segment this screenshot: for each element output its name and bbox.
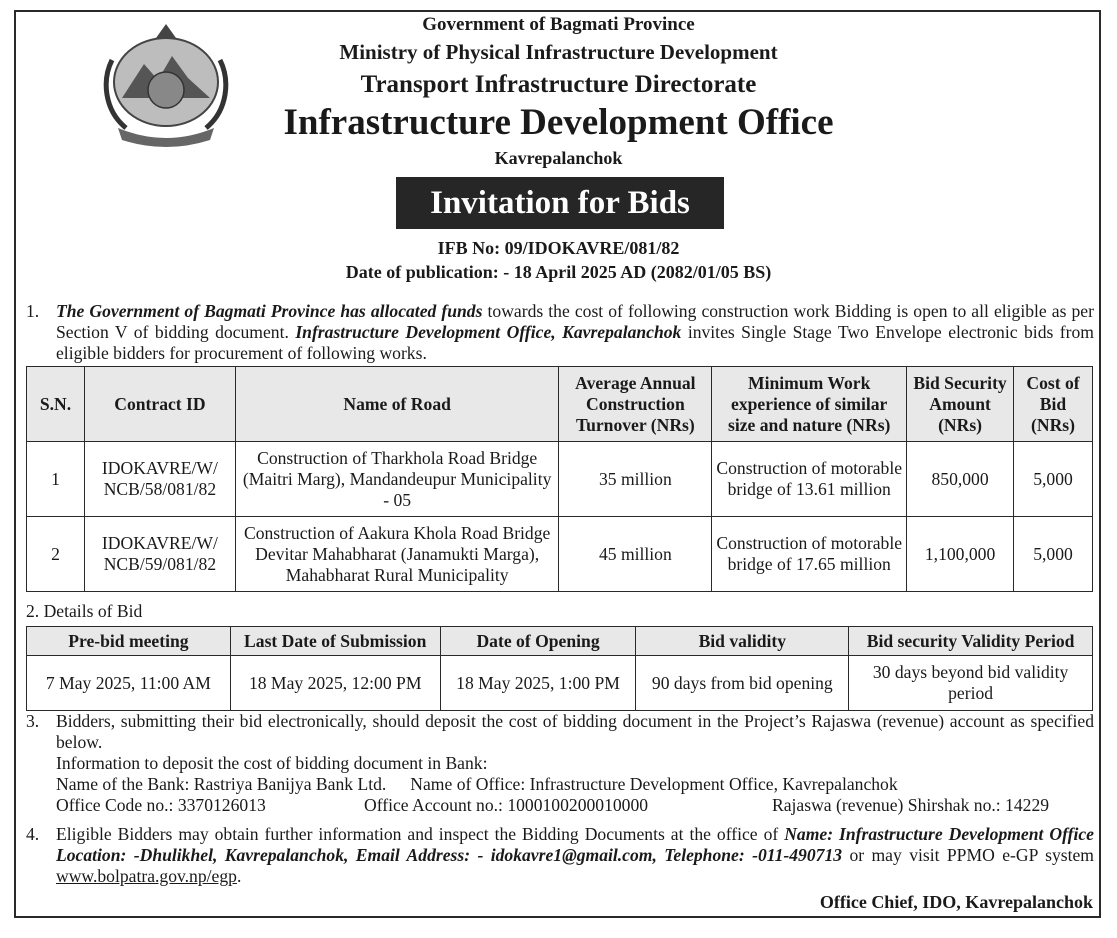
cell-experience: Construction of motorable bridge of 17.65 million [712, 517, 907, 592]
section-4-text-2: or may visit PPMO e-GP system [842, 845, 1094, 865]
bid-details-table [26, 626, 1093, 711]
account-line [56, 795, 1094, 816]
egp-link[interactable]: www.bolpatra.gov.np/egp [56, 866, 237, 886]
office-name: Name of Office: Infrastructure Development Office, Kavrepalanchok [410, 774, 898, 794]
table-row [27, 442, 1093, 517]
section-4 [26, 824, 1094, 887]
section-4-end: . [236, 866, 242, 886]
header-office: Infrastructure Development Office [283, 102, 834, 143]
section-1-text-2: invites Single Stage Two Envelope electronic bids from eligible bidders for procurement of following works. [56, 322, 1094, 363]
office-account: Office Account no.: 1000100200010000 [364, 795, 649, 815]
table-header-row [27, 367, 1093, 442]
header-bid-security: Bid Security Amount (NRs) [907, 367, 1014, 442]
bank-name: Name of the Bank: Rastriya Banijya Bank Ltd. [56, 774, 387, 794]
table-header-row [27, 627, 1093, 656]
publication-date: Date of publication: - 18 April 2025 AD (2082/01/05 BS) [345, 262, 772, 282]
cell-opening-date: 18 May 2025, 1:00 PM [440, 656, 636, 711]
cell-sn: 1 [27, 442, 85, 517]
header-road-name: Name of Road [235, 367, 559, 442]
cell-road-name: Construction of Tharkhola Road Bridge (Maitri Marg), Mandandeupur Municipality - 05 [235, 442, 559, 517]
section-3-number: 3. [26, 711, 40, 731]
cell-experience: Construction of motorable bridge of 13.61 million [712, 442, 907, 517]
header-district: Kavrepalanchok [494, 148, 623, 168]
section-4-text-1: Eligible Bidders may obtain further information and inspect the Bidding Documents at the office of [56, 824, 785, 844]
cell-contract-id: IDOKAVRE/W/ NCB/59/081/82 [84, 517, 235, 592]
header-bid-validity: Bid validity [636, 627, 849, 656]
header-security-validity: Bid security Validity Period [849, 627, 1093, 656]
cell-bid-security: 1,100,000 [907, 517, 1014, 592]
section-3 [26, 711, 1094, 816]
title-banner: Invitation for Bids [396, 177, 724, 229]
section-1-text-1: towards the cost of following construction work Bidding is open to all eligible as per Section V of bidding document. [56, 301, 1094, 342]
header-sn: S.N. [27, 367, 85, 442]
header-government: Government of Bagmati Province [422, 14, 695, 35]
office-contact-details: Name: Infrastructure Development Office Location: -Dhulikhel, Kavrepalanchok, Email Address: - idokavre1@gmail.com, Telephone: -011-490713 [56, 824, 1094, 865]
section-1-bold-1: The Government of Bagmati Province has allocated funds [56, 301, 483, 321]
cell-cost-of-bid: 5,000 [1014, 442, 1093, 517]
section-1-number: 1. [26, 301, 40, 321]
cell-turnover: 45 million [559, 517, 712, 592]
cell-security-validity: 30 days beyond bid validity period [849, 656, 1093, 711]
header-contract-id: Contract ID [84, 367, 235, 442]
cell-sn: 2 [27, 517, 85, 592]
bank-info-heading: Information to deposit the cost of bidding document in Bank: [56, 753, 488, 773]
cell-bid-validity: 90 days from bid opening [636, 656, 849, 711]
header-directorate: Transport Infrastructure Directorate [360, 71, 757, 98]
office-code: Office Code no.: 3370126013 [56, 795, 266, 815]
header-pre-bid: Pre-bid meeting [27, 627, 231, 656]
header-turnover: Average Annual Construction Turnover (NRs) [559, 367, 712, 442]
cell-bid-security: 850,000 [907, 442, 1014, 517]
table-row [27, 517, 1093, 592]
rajaswa-shirshak: Rajaswa (revenue) Shirshak no.: 14229 [772, 795, 1050, 815]
cell-turnover: 35 million [559, 442, 712, 517]
signature: Office Chief, IDO, Kavrepalanchok [819, 892, 1093, 912]
header-cost-of-bid: Cost of Bid (NRs) [1014, 367, 1093, 442]
header-last-submission: Last Date of Submission [230, 627, 440, 656]
header-experience: Minimum Work experience of similar size and nature (NRs) [712, 367, 907, 442]
section-4-number: 4. [26, 824, 40, 844]
section-1-bold-2: Infrastructure Development Office, Kavrepalanchok [295, 322, 682, 342]
cell-cost-of-bid: 5,000 [1014, 517, 1093, 592]
table-row [27, 656, 1093, 711]
header-ministry: Ministry of Physical Infrastructure Development [339, 40, 778, 64]
cell-pre-bid: 7 May 2025, 11:00 AM [27, 656, 231, 711]
cell-road-name: Construction of Aakura Khola Road Bridge Devitar Mahabharat (Janamukti Marga), Mahabharat Rural Municipality [235, 517, 559, 592]
header-opening-date: Date of Opening [440, 627, 636, 656]
ifb-number: IFB No: 09/IDOKAVRE/081/82 [437, 238, 680, 258]
cell-contract-id: IDOKAVRE/W/ NCB/58/081/82 [84, 442, 235, 517]
section-3-text: Bidders, submitting their bid electronically, should deposit the cost of bidding document in the Project’s Rajaswa (revenue) account as specified below. [56, 711, 1094, 752]
section-2-label: 2. Details of Bid [26, 601, 143, 621]
works-table [26, 366, 1093, 592]
bank-name-line [56, 774, 1094, 795]
cell-last-submission: 18 May 2025, 12:00 PM [230, 656, 440, 711]
section-1 [26, 301, 1094, 364]
